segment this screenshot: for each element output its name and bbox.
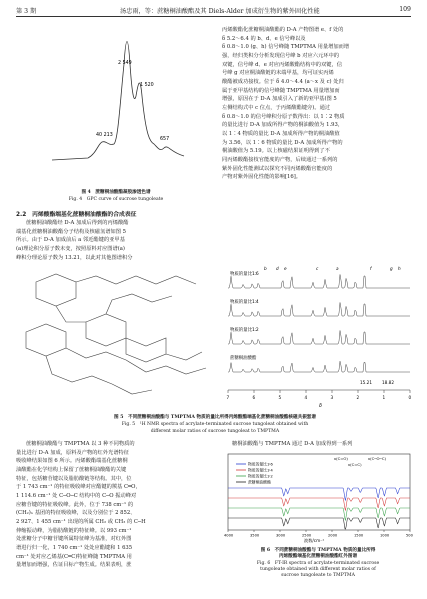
- ring-shape: [126, 338, 166, 362]
- nmr-x-tick-label: 4: [304, 395, 308, 400]
- fig4-peak-label-4: 657: [160, 137, 170, 142]
- nmr-x-tick-label: 1: [382, 395, 386, 400]
- text-line: 特征，包括糖苷键以及脂肪酸链等结构。其中，位: [16, 475, 132, 482]
- header-rule: [16, 16, 411, 17]
- text-line: 蔗糖桐油酸酯经 D-A 加成后得到的丙烯酸酯: [26, 220, 129, 226]
- text-line: 号峰 g 对应桐油酸链的末端甲基，均可证实丙烯: [222, 70, 334, 77]
- fig6-caption-en-3: sucrose tungoleate to TMPTMA: [281, 573, 355, 578]
- page-number: 109: [399, 6, 411, 13]
- ftir-trace: [228, 488, 410, 500]
- text-line: 左侧结构式中 c 位点，于丙烯酸酯键旁)。通过: [222, 104, 331, 111]
- text-line: 伸缩振动峰，为脂肪酸链的特征峰。以 993 cm⁻¹: [16, 527, 132, 534]
- fig4-peak-label-2: 1 520: [140, 83, 154, 88]
- text-line: cm⁻¹ 处对应乙烯基(C═C)特征峰随 TMPTMA 用: [16, 553, 132, 560]
- fig6-ftir-chart: [222, 452, 414, 544]
- fig5-caption-en-1: Fig. 5 ¹H NMR spectra of acrylate-terminated sucrose tungoleat obtained with: [121, 422, 309, 427]
- text-line: 酸酯被成功接枝。位于 δ 4.0～4.4 (a～x 及 c) 处归: [222, 78, 344, 85]
- running-header-title: 汤忠雨，等：蔗糖桐油酸酯及其 Diels-Alder 加成衍生物的紫外固化性能: [120, 8, 320, 15]
- text-line: 为 3.56，以 1∶6 物质的量比 D-A 加成所得产物的: [222, 139, 343, 146]
- chain-shape: [166, 352, 202, 360]
- nmr-integral-label: 18.82: [382, 380, 394, 385]
- fig4-caption-cn: 图 4 蔗糖桐油酸酯凝胶渗透色谱: [81, 190, 151, 195]
- legend-label: 物质的量比1∶2: [248, 473, 273, 479]
- text-line: 吸收峰结果如图 6 所示。丙烯酸酯端基化蔗糖桐: [16, 458, 128, 465]
- text-line: 桐油酸值为 5.19。以上核磁结果证明得到了不: [222, 148, 330, 155]
- nmr-x-tick-label: 3: [330, 395, 334, 400]
- ftir-trace: [228, 518, 410, 529]
- nmr-peak-letter: e: [284, 266, 287, 271]
- nmr-trace-label: 蔗糖桐油酸酯: [230, 356, 257, 361]
- fig4-peak-label-1: 2 549: [118, 61, 132, 66]
- chain-shape: [56, 306, 86, 322]
- ftir-x-tick-label: 3500: [250, 533, 260, 538]
- ftir-annotation: ν(C─O─C): [368, 456, 386, 461]
- ftir-trace: [228, 498, 410, 510]
- text-line: 的量比进行 D-A 加成所得产物的桐油酸值为 1.93，: [222, 122, 344, 129]
- legend-label: 物质的量比1∶6: [248, 461, 273, 467]
- ftir-x-tick-label: 500: [406, 533, 413, 538]
- nmr-integral-label: 15.21: [360, 380, 372, 385]
- nmr-x-tick-label: 7: [226, 395, 230, 400]
- nmr-x-axis-label: δ: [319, 404, 322, 409]
- text-line: 所示。由于 D-A 加成前后 a 邻近酯键的亚甲基: [16, 237, 125, 244]
- text-line: 双键，信号峰 d、e 对应丙烯酸酯结构中的双键，信: [222, 61, 343, 68]
- text-line: 于 1 743 cm⁻¹ 的特征吸收峰对应酯键的羰基 C═O，: [16, 484, 141, 491]
- nmr-x-tick-label: 2: [356, 395, 360, 400]
- text-line: 应糖苷键的特征吸收峰。此外，位于 738 cm⁻¹ 的: [16, 501, 134, 508]
- text-line: 量增加而增强，佐证目标产物生成。结果表明，蔗: [16, 562, 132, 569]
- text-line: δ 0.8～1.0 (g、h) 信号峰随 TMPTMA 用量增加而增: [222, 44, 350, 51]
- nmr-peak-letter: d: [276, 266, 279, 271]
- nmr-trace-label: 物质的量比1∶4: [230, 300, 259, 305]
- right-paragraph-1: [222, 26, 414, 182]
- text-line: 1 114.6 cm⁻¹ 处 C─O─C 结构中的 C─O 振动峰对: [16, 492, 137, 499]
- legend-label: 物质的量比1∶4: [248, 467, 273, 473]
- chain-shape: [46, 356, 152, 394]
- ring-shape: [36, 274, 76, 306]
- ftir-legend: [236, 462, 273, 485]
- ftir-x-tick-label: 1500: [354, 533, 364, 538]
- ftir-x-tick-label: 4000: [224, 533, 234, 538]
- text-line: δ 5.2～6.4 的 b、d、e 信号峰以及: [222, 35, 306, 42]
- nmr-x-tick-label: 6: [252, 395, 256, 400]
- fig6-caption-en-2: tungoleate obtained with different molar ratios of: [260, 567, 376, 572]
- text-line: 丙烯酸酯化蔗糖桐油酸酯的 D-A 产物图谱 e、f 处的: [222, 27, 344, 33]
- fig4-peak-label-3: 40 213: [96, 133, 113, 138]
- ftir-x-axis-label: 波数/cm⁻¹: [304, 538, 325, 543]
- text-line: 端基化蔗糖桐油酸酯分子结构及核磁氢谱如图 5: [16, 228, 127, 235]
- fig5-nmr-chart: [220, 262, 418, 412]
- text-line: 同丙烯酸酯接枝官能度的产物，后续通过一系列的: [222, 156, 338, 163]
- running-header-issue: 第 3 期: [16, 8, 37, 15]
- text-line: (CH₂)ₙ 基团的特征吸收峰，以及分别位于 2 852、: [16, 510, 136, 517]
- text-line: 紫外固化性能测试以探究不同丙烯酸酯官能度的: [222, 165, 333, 172]
- text-line: 增强，原因在于 D-A 加成引入了新的亚甲基(图 5: [222, 96, 337, 103]
- fig6-caption-en-1: Fig. 6 FT-IR spectra of acrylate-terminated sucrose: [256, 561, 380, 566]
- ftir-annotation: ν(C=C): [348, 462, 362, 467]
- nmr-peak-letter: h: [398, 266, 401, 271]
- ftir-x-tick-label: 1000: [380, 533, 390, 538]
- legend-label: 蔗糖桐油酸酯: [248, 479, 271, 485]
- text-line: 产物对紫外固化性能的影响[16]。: [222, 174, 302, 181]
- nmr-peak-letter: b: [264, 266, 267, 271]
- ftir-trace: [228, 508, 410, 520]
- nmr-trace-label: 物质的量比1∶2: [230, 328, 259, 333]
- text-line: 以 1∶4 物质的量比 D-A 加成所得产物的桐油酸值: [222, 130, 340, 137]
- nmr-trace-label: 物质的量比1∶6: [230, 272, 259, 277]
- nmr-peak-letter: c: [316, 266, 319, 271]
- fig5-molecular-structure: [16, 262, 216, 412]
- ftir-x-tick-label: 3000: [276, 533, 286, 538]
- left-paragraph-1: [16, 219, 214, 262]
- nmr-x-tick-label: 0: [408, 395, 412, 400]
- text-line: 量比进行 D-A 加成，原料及产物的红外光谱特征: [16, 449, 129, 456]
- ring-shape: [26, 324, 66, 356]
- text-line: 谱进行归一化，1 740 cm⁻¹ 处处应酯键和 1 635: [16, 544, 133, 551]
- text-line: 处蔗糖分子中糖苷键所属特征峰为基准，对红外图: [16, 536, 132, 543]
- chain-shape: [76, 276, 196, 284]
- fig6-caption-cn-2: 丙烯酸酯端基化蔗糖桐油酸酯红外图谱: [278, 554, 358, 559]
- fig5-caption-en-2: different molar ratios of sucrose tungoleat to TMPTMA: [150, 429, 280, 434]
- right-paragraph-2: [222, 440, 414, 449]
- fig5-caption-cn: 图 5 不同蔗糖桐油酸酯与 TMPTMA 物质的量比所得丙烯酸酯端基化蔗糖桐油酸酯核磁共振氢谱: [114, 415, 316, 420]
- fig4-caption-en: Fig. 4 GPC curve of sucrose tungoleate: [68, 197, 164, 202]
- text-line: (a)理论积分原子数未变，按照原料对应图谱(a): [16, 245, 125, 252]
- text-line: δ 0.8～1.0 的信号峰积分原子数得出：以 1∶2 物质: [222, 113, 345, 120]
- text-line: 强，经归类积分分析发现信号峰 b 对应六元环中的: [222, 52, 339, 59]
- ftir-annotation: ν(C=O): [334, 456, 348, 461]
- fig4-gpc-chart: [48, 24, 188, 172]
- left-paragraph-2: [16, 440, 214, 570]
- nmr-peak-letter: g: [390, 266, 393, 271]
- text-line: 糖桐油酸酯与 TMPTMA 通过 D-A 加成得到一系列: [232, 441, 353, 447]
- text-line: 属于亚甲基结构的信号峰随 TMPTMA 用量增加而: [222, 87, 340, 94]
- text-line: 峰积分理论原子数为 13.21，以此对其他图谱积分: [16, 254, 133, 261]
- ftir-x-tick-label: 2000: [328, 533, 338, 538]
- chain-shape: [66, 348, 206, 374]
- fig6-caption-cn-1: 图 6 不同蔗糖桐油酸酯与 TMPTMA 物质的量比所得: [260, 548, 376, 553]
- nmr-x-tick-label: 5: [278, 395, 282, 400]
- chain-shape: [106, 294, 172, 314]
- nmr-peak-letter: f: [370, 266, 372, 271]
- text-line: 油酸酯在化学结构上保留了蔗糖桐油酸酯的关键: [16, 466, 127, 473]
- text-line: 2 927、1 455 cm⁻¹ 出现的所属 CH₂ 或 CH₃ 的 C─H: [16, 518, 146, 525]
- ring-shape: [86, 314, 126, 346]
- section-heading: 2.2 丙烯酸酯端基化蔗糖桐油酸酯的合成表征: [16, 212, 137, 218]
- text-line: 蔗糖桐油酸酯与 TMPTMA 以 3 种不同物质的: [26, 441, 135, 447]
- ftir-x-tick-label: 2500: [302, 533, 312, 538]
- nmr-trace: [228, 361, 410, 372]
- nmr-peak-letter: a: [336, 266, 339, 271]
- fig4-gpc-curve: [52, 42, 184, 161]
